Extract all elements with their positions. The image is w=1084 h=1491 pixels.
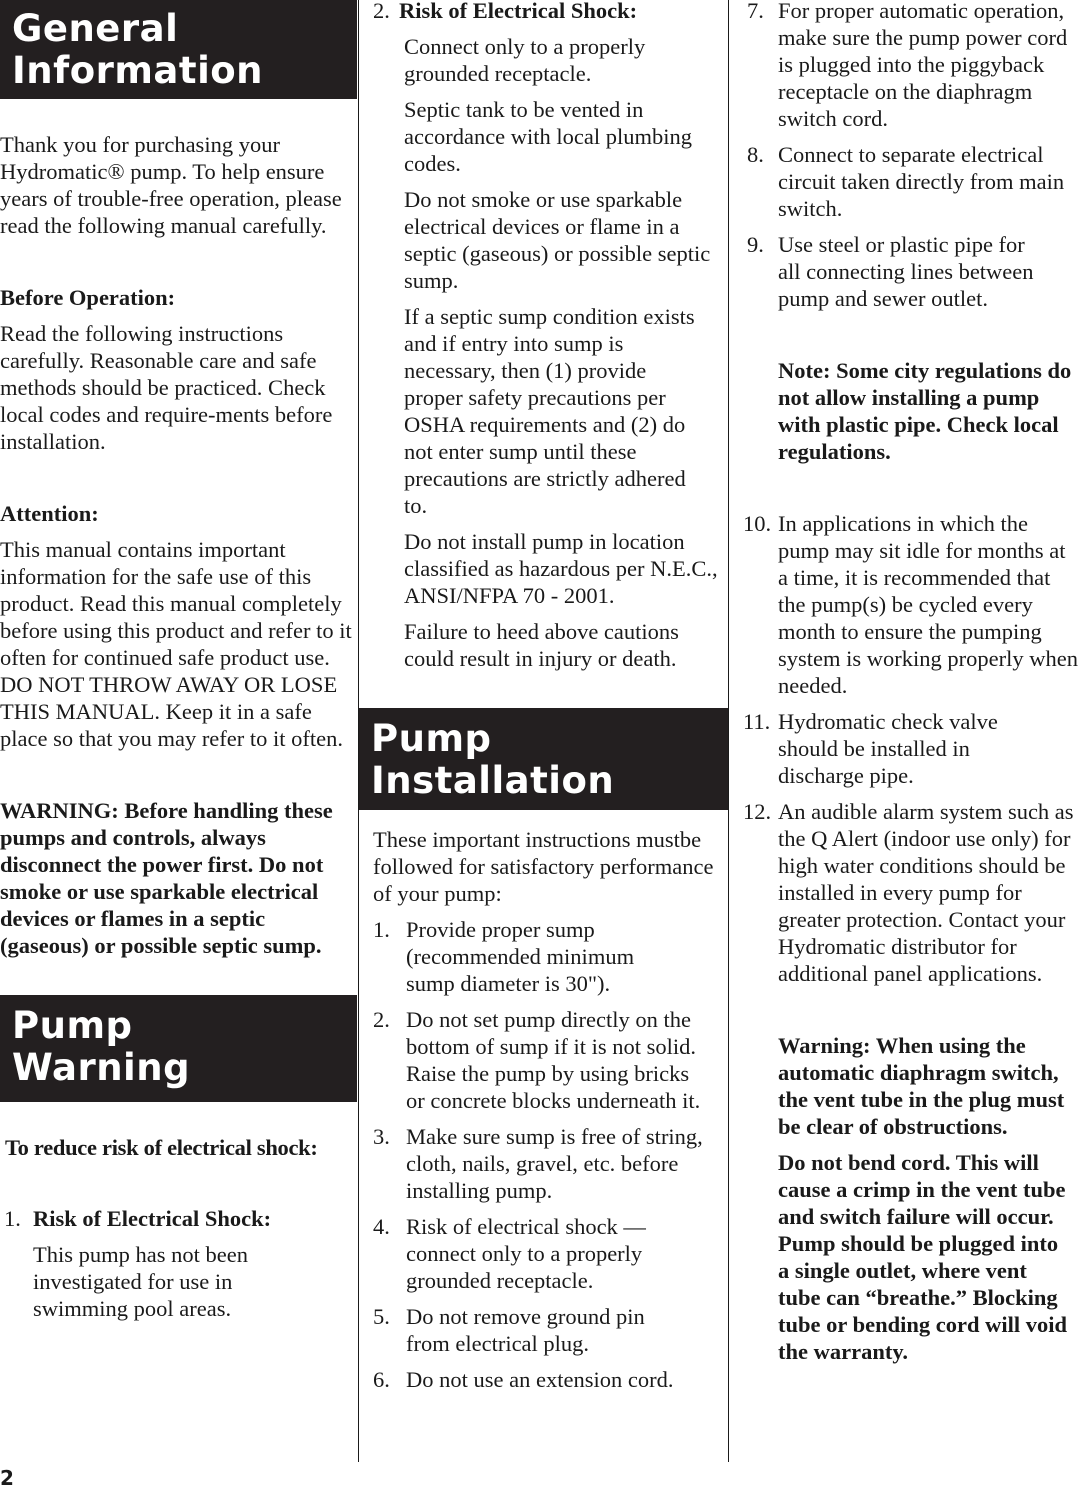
pump-warning-banner: Pump Warning	[0, 995, 357, 1102]
install-intro: These important instructions mustbe followed for satisfactory performance of your pump:	[373, 827, 714, 906]
install-steps-later	[729, 510, 1084, 987]
intro-text: Thank you for purchasing your Hydromatic® pump. To help ensure years of trouble-free operation, please read the following manual carefully.	[0, 132, 342, 238]
warning-item-2: 2. Risk of Electrical Shock:	[373, 0, 638, 23]
attention-text-2: DO NOT THROW AWAY OR LOSE THIS MANUAL. Keep it in a safe place so that you may refer to it often.	[0, 672, 344, 751]
reduce-risk-heading: To reduce risk of electrical shock:	[5, 1135, 318, 1160]
caution-para: Connect only to a properly grounded receptacle.	[404, 34, 646, 86]
install-step: 8. Connect to separate electrical circuit taken directly from main switch.	[747, 142, 1065, 221]
general-information-banner: General Information	[0, 0, 357, 99]
install-step: 7. For proper automatic operation, make sure the pump power cord is plugged into the piggyback receptacle on the diaphragm switch cord.	[747, 0, 1068, 131]
install-step: 5. Do not remove ground pin from electrical plug.	[373, 1304, 645, 1356]
caution-para: Do not smoke or use sparkable electrical devices or flame in a septic (gaseous) or possible septic sump.	[404, 187, 711, 293]
column-1	[0, 0, 357, 1322]
pump-installation-banner: Pump Installation	[359, 708, 728, 810]
install-step: 2. Do not set pump directly on the bottom of sump if it is not solid. Raise the pump by using bricks or concrete blocks underneath it.	[373, 1007, 701, 1113]
before-operation-text: Read the following instructions carefully. Reasonable care and safe methods should be practiced. Check local codes and require-ments before installation.	[0, 321, 333, 454]
install-steps-continued	[729, 0, 1084, 312]
install-step: 9. Use steel or plastic pipe for all connecting lines between pump and sewer outlet.	[747, 232, 1034, 311]
install-step: 3. Make sure sump is free of string, cloth, nails, gravel, etc. before installing pump.	[373, 1124, 703, 1203]
install-step: 11. Hydromatic check valve should be installed in discharge pipe.	[743, 709, 998, 788]
warning-item-2-paras	[359, 33, 728, 672]
bend-cord-warning: Do not bend cord. This will cause a crimp in the vent tube and switch failure will occur. Pump should be plugged into a single outlet, where vent tube can “breathe.” Blocking tube or bending cord will void the warranty.	[778, 1150, 1068, 1364]
attention-text: This manual contains important information for the safe use of this product. Read this manual completely before using this product and refer to it often for continued safe product use.	[0, 537, 352, 670]
install-step: 12. An audible alarm system such as the Q Alert (indoor use only) for high water conditions should be installed in every pump for greater protection. Contact your Hydromatic distributor for additional panel applications.	[743, 799, 1074, 986]
install-step: 10. In applications in which the pump may sit idle for months at a time, it is recommended that the pump(s) be cycled every month to ensure the pumping system is working properly when needed.	[743, 511, 1078, 698]
diaphragm-switch-warning: Warning: When using the automatic diaphragm switch, the vent tube in the plug must be clear of obstructions.	[778, 1033, 1065, 1139]
install-step: 6. Do not use an extension cord.	[373, 1367, 674, 1392]
install-steps	[359, 916, 728, 1393]
warning-text: WARNING: Before handling these pumps and controls, always disconnect the power first. Do not smoke or use sparkable electrical devices or flames in a septic (gaseous) or possible septic sump.	[0, 798, 333, 958]
column-2	[359, 0, 728, 1393]
caution-para: If a septic sump condition exists and if entry into sump is necessary, then (1) provide proper safety precautions per OSHA requirements and (2) do not enter sump until these precautions are strictly adhered to.	[404, 304, 695, 518]
caution-para: Septic tank to be vented in accordance with local plumbing codes.	[404, 97, 693, 176]
plastic-pipe-note: Note: Some city regulations do not allow installing a pump with plastic pipe. Check local regulations.	[778, 358, 1072, 464]
warning-item-1-text: This pump has not been investigated for use in swimming pool areas.	[33, 1242, 248, 1321]
caution-para: Do not install pump in location classified as hazardous per N.E.C., ANSI/NFPA 70 - 2001.	[404, 529, 718, 608]
install-step: 4. Risk of electrical shock — connect only to a properly grounded receptacle.	[373, 1214, 646, 1293]
install-step: 1. Provide proper sump (recommended minimum sump diameter is 30").	[373, 917, 635, 996]
caution-para: Failure to heed above cautions could result in injury or death.	[404, 619, 679, 671]
page-number: 2	[0, 1466, 14, 1490]
attention-heading: Attention:	[0, 501, 99, 526]
column-3	[729, 0, 1084, 1365]
before-operation-heading: Before Operation:	[0, 285, 176, 310]
warning-item-1: 1. Risk of Electrical Shock:	[4, 1206, 272, 1231]
